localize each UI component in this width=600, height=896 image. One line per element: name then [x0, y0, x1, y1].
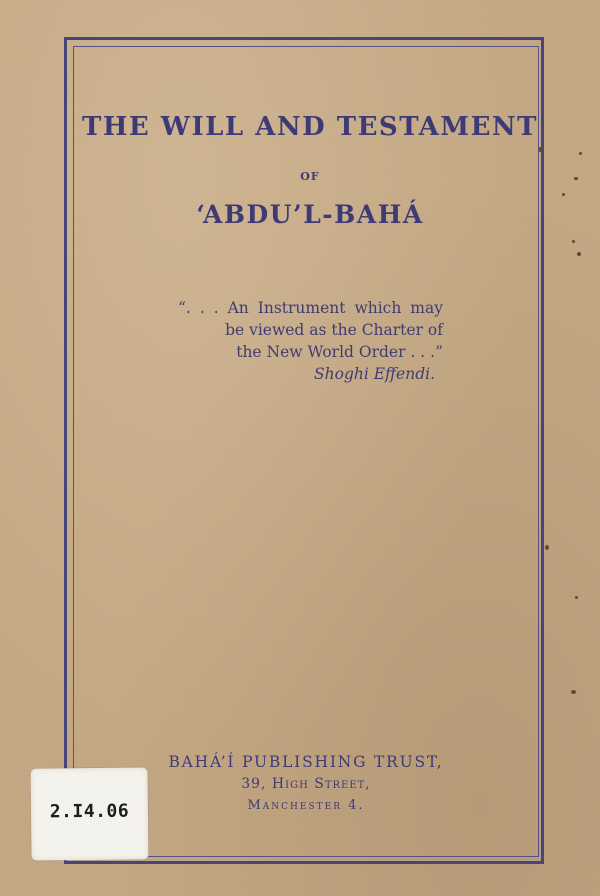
quote-line-3: the New World Order . . .”: [236, 343, 443, 361]
publisher-name: BAHÁ’Í PUBLISHING TRUST,: [168, 753, 444, 771]
publisher-block: [120, 751, 492, 817]
inner-border-frame: [73, 46, 539, 857]
library-sticker-label: [31, 767, 149, 860]
paper-foxing-spot: [577, 252, 581, 256]
quote-line-2: be viewed as the Charter of: [225, 321, 443, 339]
paper-foxing-spot: [545, 545, 549, 550]
paper-foxing-spot: [574, 177, 578, 180]
paper-foxing-spot: [538, 147, 543, 152]
paper-foxing-spot: [572, 240, 575, 243]
paper-foxing-spot: [571, 690, 576, 694]
library-call-number: 2.I4.06: [49, 800, 130, 823]
paper-foxing-spot: [579, 152, 582, 155]
quote-attribution: Shoghi Effendi.: [314, 365, 435, 383]
book-author: ‘ABDU’L-BAHÁ: [196, 200, 424, 229]
publisher-address-city: Manchester 4.: [247, 798, 365, 813]
book-title: THE WILL AND TESTAMENT: [81, 112, 539, 142]
paper-foxing-spot: [575, 596, 578, 599]
paper-foxing-spot: [562, 193, 565, 196]
publisher-address-street: 39, High Street,: [241, 776, 371, 792]
quote-line-1: “. . . An Instrument which may: [178, 299, 443, 317]
epigraph-quote: [150, 297, 443, 385]
title-connector: OF: [300, 170, 320, 183]
